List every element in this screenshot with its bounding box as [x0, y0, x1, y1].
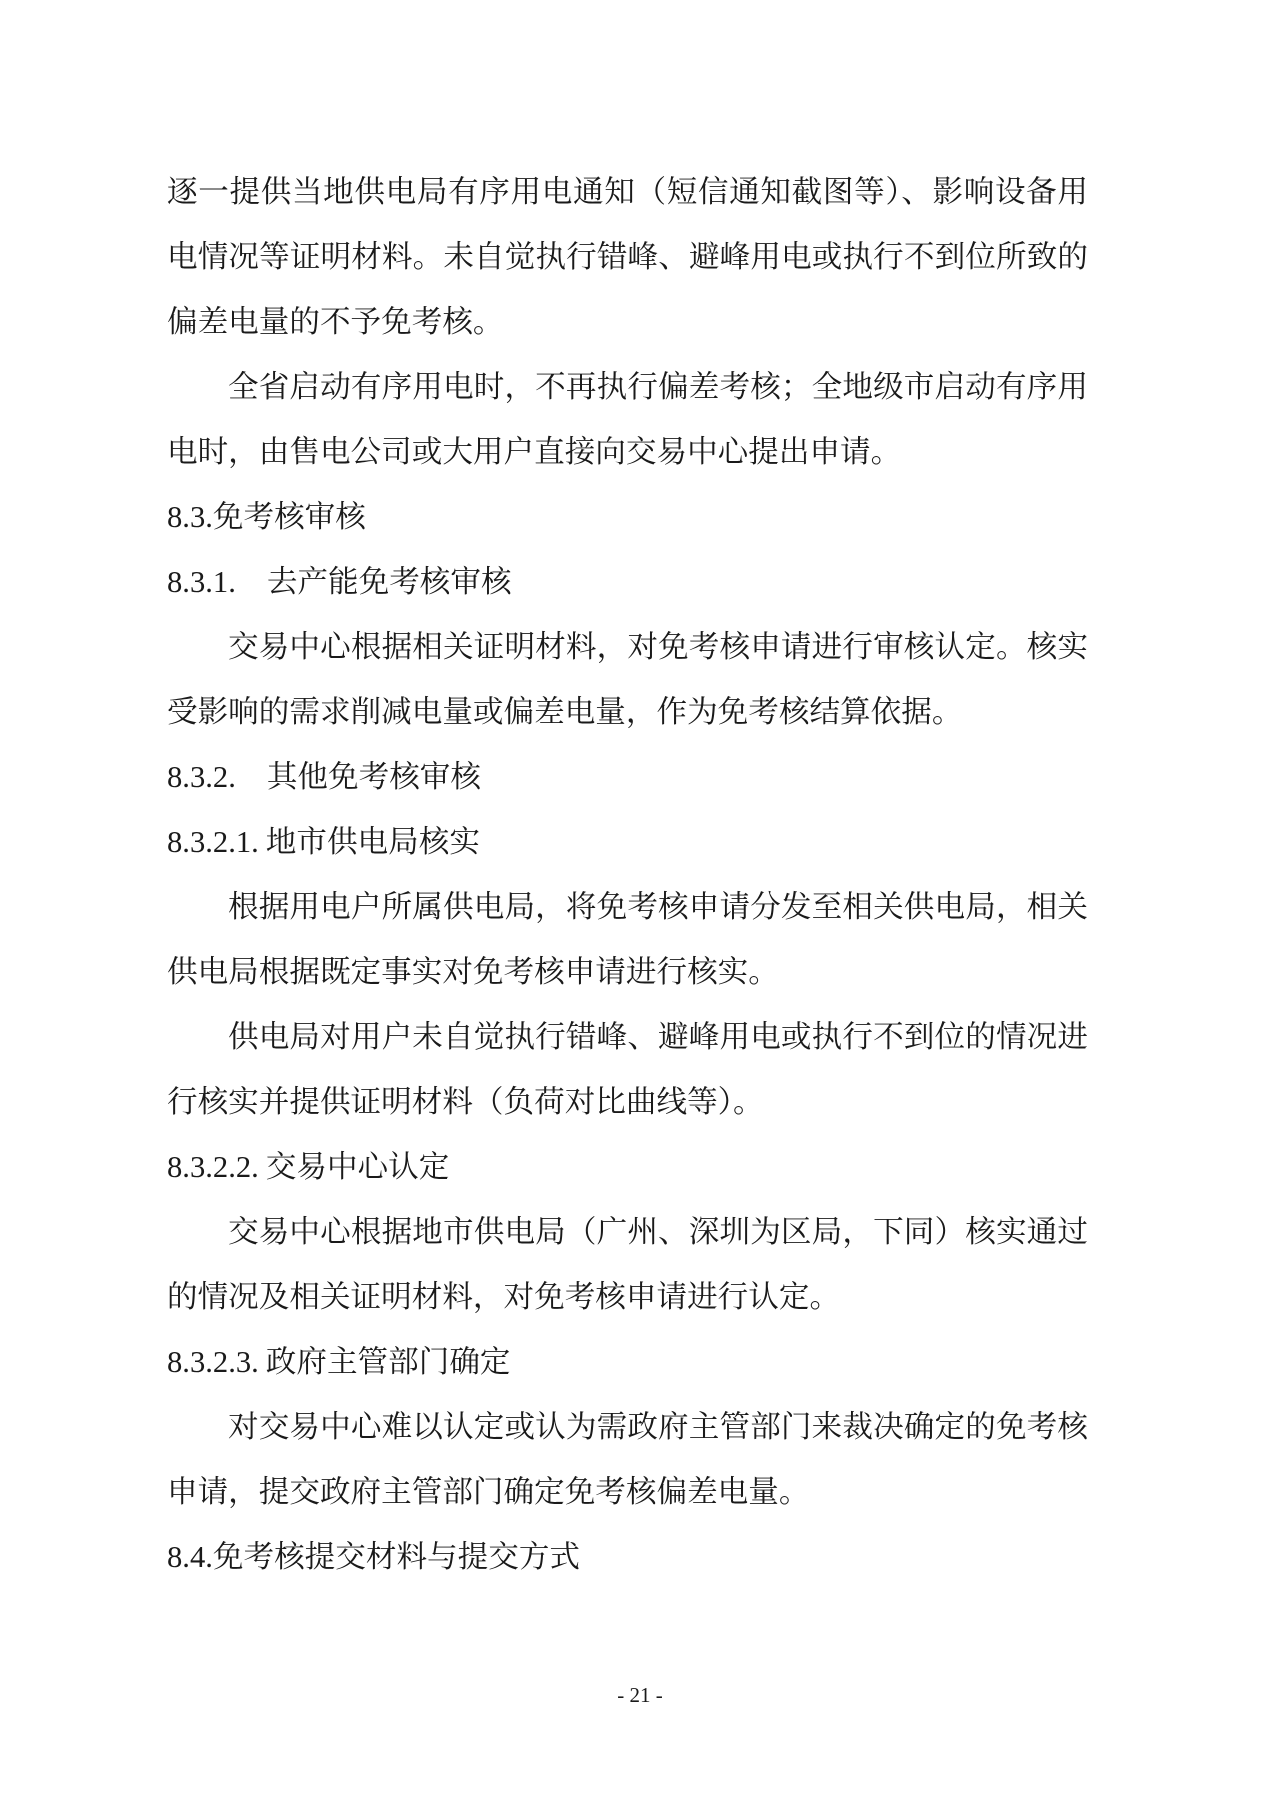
section-title: 其他免考核审核 [266, 760, 481, 794]
paragraph: 交易中心根据相关证明材料，对免考核申请进行审核认定。核实受影响的需求削减电量或偏差电量，作为免考核结算依据。 [167, 630, 1088, 729]
section-heading-8-3-2 [167, 745, 1088, 810]
section-title: 免考核提交材料与提交方式 [212, 1540, 581, 1574]
section-title: 免考核审核 [212, 500, 366, 534]
section-number: 8.4. [167, 1540, 213, 1574]
page-content [167, 160, 1088, 1590]
section-heading-8-4 [167, 1525, 1088, 1590]
paragraph: 交易中心根据地市供电局（广州、深圳为区局，下同）核实通过的情况及相关证明材料，对免考核申请进行认定。 [167, 1215, 1088, 1314]
page-footer [0, 1680, 1280, 1710]
section-heading-8-3-2-3 [167, 1330, 1088, 1395]
section-number: 8.3.2.3. [167, 1345, 259, 1379]
paragraph: 逐一提供当地供电局有序用电通知（短信通知截图等）、影响设备用电情况等证明材料。未自觉执行错峰、避峰用电或执行不到位所致的偏差电量的不予免考核。 [167, 175, 1088, 339]
section-number: 8.3.2.1. [167, 825, 259, 859]
section-heading-8-3-2-2 [167, 1135, 1088, 1200]
paragraph: 全省启动有序用电时，不再执行偏差考核；全地级市启动有序用电时，由售电公司或大用户直接向交易中心提出申请。 [167, 370, 1088, 469]
paragraph: 根据用电户所属供电局，将免考核申请分发至相关供电局，相关供电局根据既定事实对免考核申请进行核实。 [167, 890, 1088, 989]
section-heading-8-3 [167, 485, 1088, 550]
page-number: - 21 - [617, 1683, 663, 1707]
paragraph: 供电局对用户未自觉执行错峰、避峰用电或执行不到位的情况进行核实并提供证明材料（负荷对比曲线等）。 [167, 1020, 1088, 1119]
section-heading-8-3-2-1 [167, 810, 1088, 875]
section-title: 交易中心认定 [265, 1150, 450, 1184]
section-heading-8-3-1 [167, 550, 1088, 615]
section-number: 8.3.2.2. [167, 1150, 259, 1184]
section-title: 去产能免考核审核 [266, 565, 512, 599]
section-title: 政府主管部门确定 [265, 1345, 511, 1379]
paragraph: 对交易中心难以认定或认为需政府主管部门来裁决确定的免考核申请，提交政府主管部门确定免考核偏差电量。 [167, 1410, 1088, 1509]
section-number: 8.3.2. [167, 760, 236, 794]
section-title: 地市供电局核实 [265, 825, 480, 859]
section-number: 8.3.1. [167, 565, 236, 599]
section-number: 8.3. [167, 500, 213, 534]
